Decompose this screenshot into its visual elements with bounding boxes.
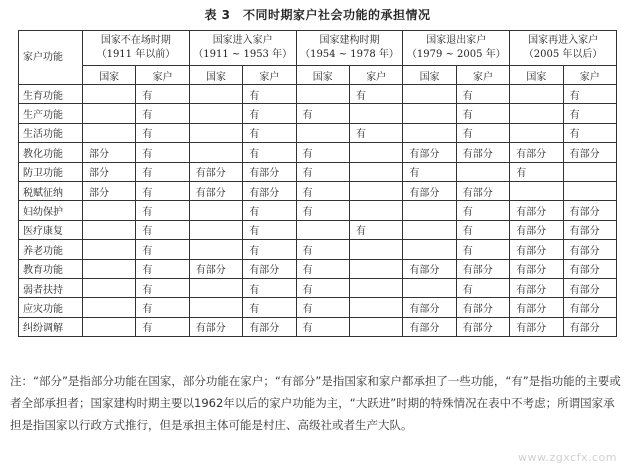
row-label: 教育功能 bbox=[19, 259, 83, 278]
table-cell: 有 bbox=[243, 201, 296, 220]
row-label: 纠纷调解 bbox=[19, 317, 83, 336]
table-cell bbox=[510, 123, 563, 142]
table-cell bbox=[83, 220, 136, 239]
table-cell bbox=[403, 220, 456, 239]
table-note: 注：“部分”是指部分功能在国家，部分功能在家户；“有部分”是指国家和家户都承担了一些功能，“有”是指功能的主要或者全部承担者；国家建构时期主要以1962年以后的家户功能为主，“大跃进”时期的特殊情况在表中不考虑；所谓国家承担是指国家以行政方式推行，但是承担主体可能是村庄、高级社或者生产大队。 bbox=[10, 374, 621, 432]
table-cell bbox=[349, 162, 402, 181]
table-row bbox=[19, 181, 617, 200]
table-cell: 有 bbox=[456, 123, 509, 142]
table-row bbox=[19, 123, 617, 142]
table-cell bbox=[403, 201, 456, 220]
table-cell: 有部分 bbox=[403, 181, 456, 200]
table-cell: 有 bbox=[243, 143, 296, 162]
table-cell bbox=[296, 85, 349, 104]
table-cell bbox=[189, 123, 242, 142]
table-cell bbox=[83, 240, 136, 259]
table-cell bbox=[510, 104, 563, 123]
table-cell: 有 bbox=[243, 220, 296, 239]
sub-header-row bbox=[19, 66, 617, 85]
sub-header-household: 家户 bbox=[456, 66, 509, 85]
row-label: 医疗康复 bbox=[19, 220, 83, 239]
table-cell: 部分 bbox=[83, 143, 136, 162]
table-cell bbox=[83, 317, 136, 336]
table-cell: 有部分 bbox=[510, 298, 563, 317]
table-cell bbox=[189, 240, 242, 259]
table-cell: 有 bbox=[349, 220, 402, 239]
table-cell bbox=[83, 123, 136, 142]
table-cell: 有 bbox=[296, 143, 349, 162]
row-label: 税赋征纳 bbox=[19, 181, 83, 200]
table-cell: 有 bbox=[349, 85, 402, 104]
table-cell: 有部分 bbox=[189, 259, 242, 278]
table-cell bbox=[349, 298, 402, 317]
table-cell bbox=[83, 259, 136, 278]
table-cell: 有 bbox=[136, 162, 189, 181]
table-cell bbox=[403, 123, 456, 142]
table-cell: 有部分 bbox=[510, 278, 563, 297]
table-cell: 有 bbox=[563, 104, 616, 123]
table-cell: 有 bbox=[136, 201, 189, 220]
table-cell: 有 bbox=[136, 298, 189, 317]
table-body bbox=[19, 85, 617, 337]
table-cell: 有 bbox=[243, 85, 296, 104]
table-cell: 有部分 bbox=[563, 201, 616, 220]
table-cell: 有 bbox=[296, 162, 349, 181]
sub-header-state: 国家 bbox=[403, 66, 456, 85]
table-cell bbox=[349, 143, 402, 162]
table-cell: 有部分 bbox=[563, 240, 616, 259]
table-cell: 有部分 bbox=[563, 317, 616, 336]
table-cell: 有 bbox=[456, 278, 509, 297]
table-cell: 有 bbox=[136, 317, 189, 336]
table-cell: 有部分 bbox=[563, 259, 616, 278]
row-label: 应灾功能 bbox=[19, 298, 83, 317]
row-label: 养老功能 bbox=[19, 240, 83, 259]
period-header: 国家不在场时期 （1911 年以前） bbox=[83, 31, 190, 66]
sub-header-state: 国家 bbox=[296, 66, 349, 85]
table-cell bbox=[510, 85, 563, 104]
table-cell: 部分 bbox=[83, 162, 136, 181]
table-cell: 有 bbox=[243, 104, 296, 123]
table-cell: 有 bbox=[243, 278, 296, 297]
table-row bbox=[19, 240, 617, 259]
table-cell: 有部分 bbox=[563, 298, 616, 317]
table-cell: 有部分 bbox=[243, 259, 296, 278]
table-cell: 有 bbox=[296, 240, 349, 259]
table-cell: 有部分 bbox=[403, 317, 456, 336]
functions-table bbox=[18, 30, 617, 337]
table-cell bbox=[563, 162, 616, 181]
period-header: 国家再进入家户 （2005 年以后） bbox=[510, 31, 617, 66]
table-cell bbox=[189, 85, 242, 104]
period-header: 国家建构时期 （1954 ~ 1978 年） bbox=[296, 31, 403, 66]
table-cell: 有部分 bbox=[456, 143, 509, 162]
row-label: 妇幼保护 bbox=[19, 201, 83, 220]
table-cell: 有 bbox=[136, 85, 189, 104]
table-cell: 有 bbox=[456, 240, 509, 259]
table-cell: 有部分 bbox=[510, 259, 563, 278]
table-cell bbox=[403, 104, 456, 123]
table-row bbox=[19, 143, 617, 162]
table-row bbox=[19, 220, 617, 239]
table-title: 表 3 不同时期家户社会功能的承担情况 bbox=[204, 8, 431, 22]
table-cell: 有部分 bbox=[510, 201, 563, 220]
table-cell: 有 bbox=[136, 123, 189, 142]
table-cell: 有 bbox=[243, 123, 296, 142]
table-cell bbox=[83, 298, 136, 317]
table-row bbox=[19, 259, 617, 278]
table-cell: 部分 bbox=[83, 181, 136, 200]
table-cell: 有部分 bbox=[243, 317, 296, 336]
table-row bbox=[19, 104, 617, 123]
table-cell: 有 bbox=[136, 240, 189, 259]
table-cell: 有 bbox=[136, 259, 189, 278]
table-cell bbox=[349, 240, 402, 259]
table-cell: 有部分 bbox=[563, 278, 616, 297]
table-cell: 有 bbox=[136, 181, 189, 200]
table-cell bbox=[296, 123, 349, 142]
table-cell: 有部分 bbox=[510, 317, 563, 336]
table-cell bbox=[83, 85, 136, 104]
row-label: 防卫功能 bbox=[19, 162, 83, 181]
table-cell: 有 bbox=[296, 201, 349, 220]
table-cell bbox=[349, 278, 402, 297]
period-header-row bbox=[19, 31, 617, 66]
table-cell bbox=[563, 181, 616, 200]
table-cell: 有 bbox=[243, 298, 296, 317]
table-cell: 有部分 bbox=[243, 181, 296, 200]
table-cell bbox=[349, 317, 402, 336]
table-cell: 有部分 bbox=[510, 220, 563, 239]
table-cell: 有 bbox=[456, 104, 509, 123]
period-header: 国家退出家户 （1979 ~ 2005 年） bbox=[403, 31, 510, 66]
table-cell: 有 bbox=[510, 162, 563, 181]
table-cell: 有部分 bbox=[403, 259, 456, 278]
table-cell bbox=[189, 201, 242, 220]
table-row bbox=[19, 278, 617, 297]
table-cell: 有部分 bbox=[189, 317, 242, 336]
table-cell: 有 bbox=[296, 181, 349, 200]
table-cell bbox=[349, 104, 402, 123]
table-cell: 有 bbox=[456, 220, 509, 239]
sub-header-household: 家户 bbox=[563, 66, 616, 85]
table-cell: 有 bbox=[136, 104, 189, 123]
table-cell: 有部分 bbox=[563, 143, 616, 162]
row-label: 生育功能 bbox=[19, 85, 83, 104]
table-cell bbox=[83, 278, 136, 297]
table-cell: 有部分 bbox=[403, 298, 456, 317]
table-cell: 有部分 bbox=[243, 162, 296, 181]
row-label: 教化功能 bbox=[19, 143, 83, 162]
table-cell: 有 bbox=[296, 259, 349, 278]
table-cell bbox=[189, 278, 242, 297]
table-cell bbox=[296, 220, 349, 239]
sub-header-household: 家户 bbox=[243, 66, 296, 85]
table-cell: 有部分 bbox=[189, 162, 242, 181]
sub-header-household: 家户 bbox=[349, 66, 402, 85]
table-cell: 有 bbox=[136, 220, 189, 239]
row-label: 弱者扶持 bbox=[19, 278, 83, 297]
table-row bbox=[19, 317, 617, 336]
table-cell: 有 bbox=[456, 85, 509, 104]
sub-header-state: 国家 bbox=[83, 66, 136, 85]
table-cell: 有部分 bbox=[510, 143, 563, 162]
table-cell bbox=[349, 201, 402, 220]
table-cell: 有部分 bbox=[456, 298, 509, 317]
table-cell bbox=[349, 259, 402, 278]
table-cell: 有部分 bbox=[403, 143, 456, 162]
table-row bbox=[19, 162, 617, 181]
table-cell: 有 bbox=[296, 104, 349, 123]
table-cell: 有 bbox=[349, 123, 402, 142]
table-cell: 有部分 bbox=[189, 181, 242, 200]
table-cell: 有 bbox=[403, 162, 456, 181]
watermark: www.zgxcfx.com bbox=[518, 451, 617, 464]
table-cell: 有 bbox=[136, 143, 189, 162]
sub-header-household: 家户 bbox=[136, 66, 189, 85]
table-cell: 有部分 bbox=[456, 317, 509, 336]
table-cell: 有 bbox=[136, 278, 189, 297]
table-cell: 有 bbox=[243, 240, 296, 259]
table-cell bbox=[349, 181, 402, 200]
table-cell bbox=[83, 201, 136, 220]
table-row bbox=[19, 298, 617, 317]
table-cell: 有部分 bbox=[563, 220, 616, 239]
corner-header: 家户功能 bbox=[19, 31, 83, 85]
table-cell bbox=[83, 104, 136, 123]
table-cell: 有 bbox=[296, 317, 349, 336]
table-cell bbox=[510, 181, 563, 200]
table-cell: 有 bbox=[563, 85, 616, 104]
table-cell: 有 bbox=[296, 278, 349, 297]
table-cell bbox=[189, 143, 242, 162]
table-row bbox=[19, 85, 617, 104]
row-label: 生活功能 bbox=[19, 123, 83, 142]
table-cell bbox=[403, 278, 456, 297]
table-cell bbox=[403, 240, 456, 259]
period-header: 国家进入家户 （1911 ~ 1953 年） bbox=[189, 31, 296, 66]
table-cell bbox=[189, 220, 242, 239]
row-label: 生产功能 bbox=[19, 104, 83, 123]
table-cell bbox=[403, 85, 456, 104]
table-cell: 有 bbox=[296, 298, 349, 317]
table-cell: 有部分 bbox=[456, 259, 509, 278]
table-cell bbox=[189, 104, 242, 123]
sub-header-state: 国家 bbox=[189, 66, 242, 85]
table-cell: 有 bbox=[456, 201, 509, 220]
table-cell bbox=[456, 162, 509, 181]
table-cell: 有部分 bbox=[510, 240, 563, 259]
table-row bbox=[19, 201, 617, 220]
sub-header-state: 国家 bbox=[510, 66, 563, 85]
table-cell bbox=[189, 298, 242, 317]
table-cell: 有部分 bbox=[456, 181, 509, 200]
table-cell: 有 bbox=[563, 123, 616, 142]
